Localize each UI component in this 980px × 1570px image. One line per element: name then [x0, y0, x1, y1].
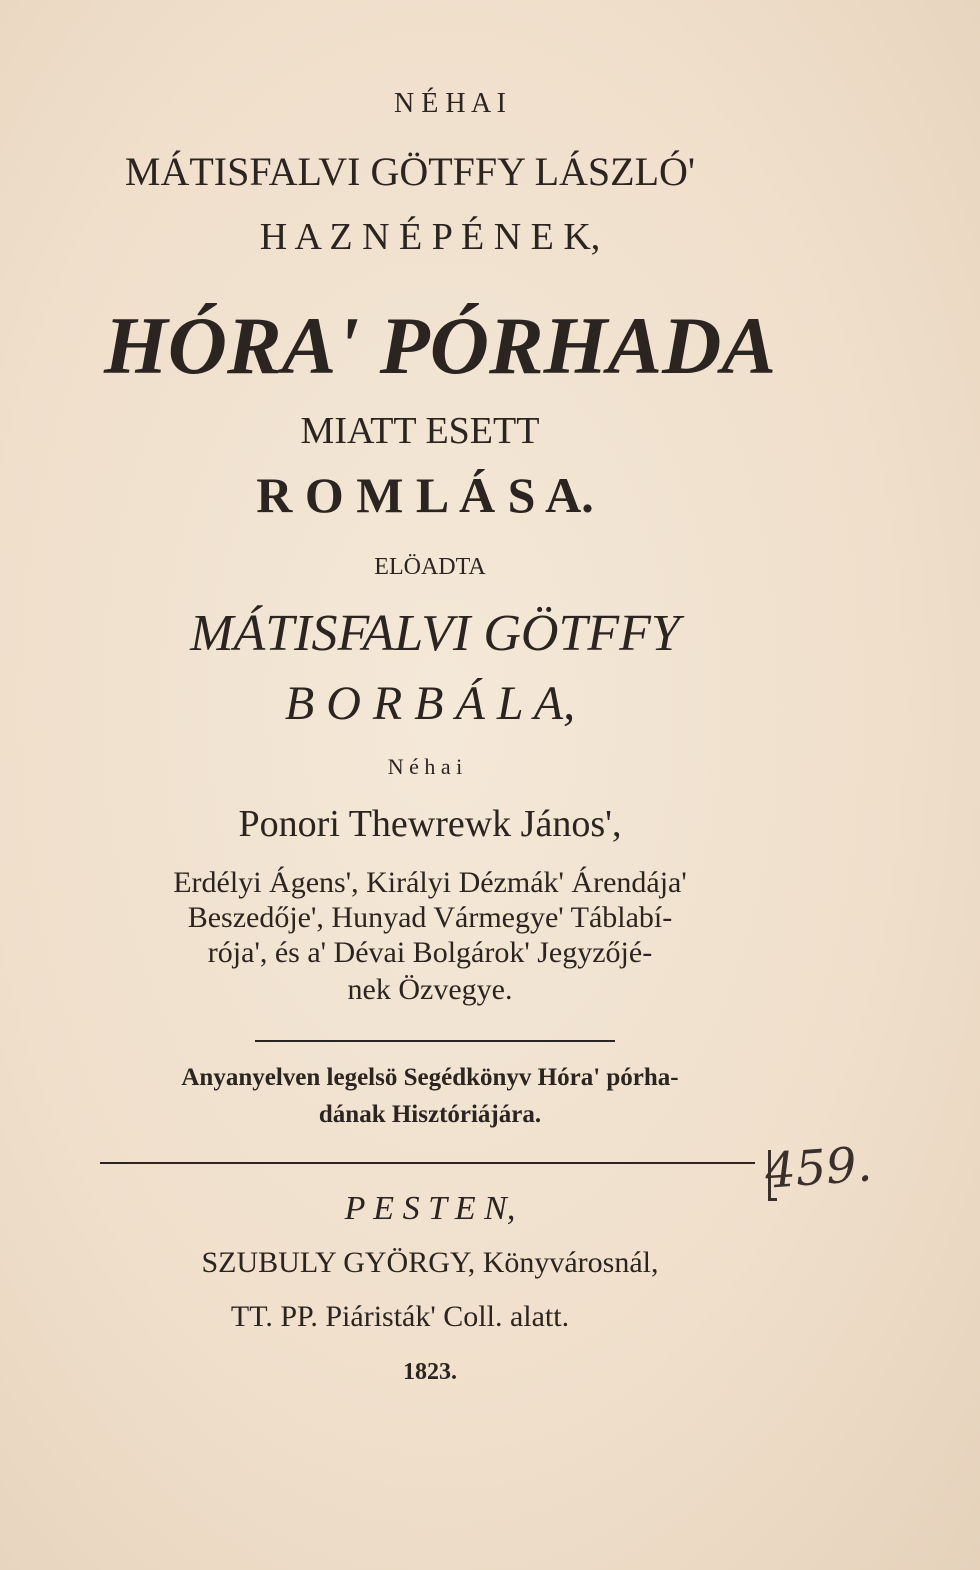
line-nehai-small: N é h a i	[387, 754, 463, 779]
line-romlasa: R O M L Á S A.	[256, 467, 594, 523]
subtitle-line: Anyanyelven legelsö Segédkönyv Hóra' pórha-	[181, 1064, 679, 1091]
long-divider-rule	[100, 1162, 755, 1164]
line-nehai: N É H A I	[394, 88, 506, 119]
line-eloadta: ELÖADTA	[374, 554, 486, 580]
line-husband-name: Ponori Thewrewk János',	[238, 803, 622, 845]
line-miatt-esett: MIATT ESETT	[300, 410, 540, 452]
author-name: MÁTISFALVI GÖTFFY	[190, 605, 680, 662]
main-title: HÓRA' PÓRHADA	[103, 300, 777, 391]
line-name: MÁTISFALVI GÖTFFY LÁSZLÓ'	[124, 149, 696, 194]
description-line: rója', és a' Dévai Bolgárok' Jegyzőjé-	[207, 936, 653, 969]
description-line: Erdélyi Ágens', Királyi Dézmák' Árendája'	[173, 866, 687, 899]
imprint-publisher: SZUBULY GYÖRGY, Könyvárosnál,	[201, 1246, 659, 1279]
divider-rule	[255, 1040, 615, 1042]
imprint-year: 1823.	[403, 1359, 457, 1385]
author-forename: B O R B Á L A,	[284, 677, 576, 730]
imprint-place: P E S T E N,	[344, 1190, 516, 1227]
line-haznepenek: H A Z N É P É N E K,	[259, 216, 601, 258]
description-line: Beszedője', Hunyad Vármegye' Táblabí-	[187, 901, 673, 934]
imprint-address: TT. PP. Piáristák' Coll. alatt.	[230, 1300, 570, 1333]
description-line: nek Özvegye.	[347, 973, 513, 1006]
subtitle-line: dának Hisztóriájára.	[318, 1101, 542, 1128]
handwritten-note: 459.	[763, 1136, 874, 1200]
